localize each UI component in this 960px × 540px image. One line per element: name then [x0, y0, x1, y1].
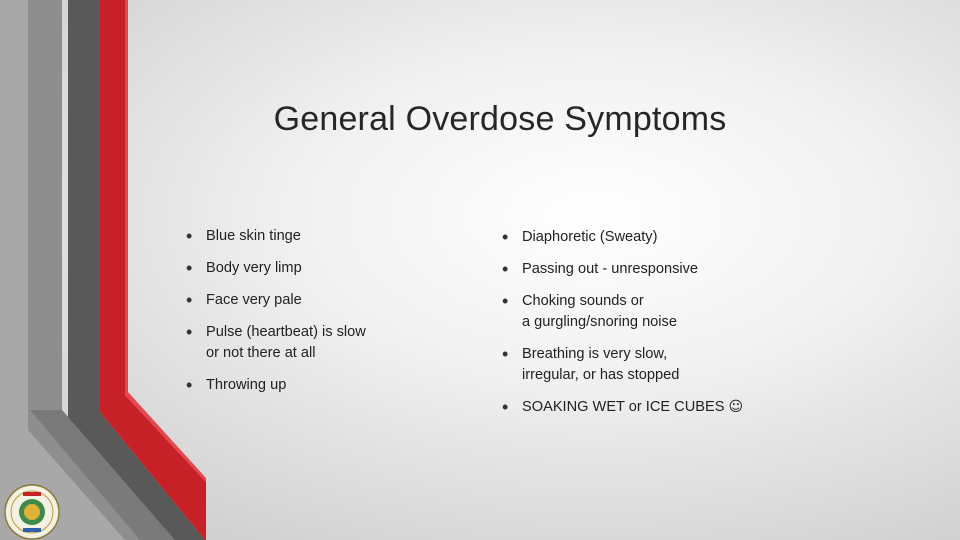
list-item-text: SOAKING WET or ICE CUBES: [522, 399, 725, 415]
list-item-text-line2: irregular, or has stopped: [522, 367, 680, 383]
bullet-icon: •: [502, 291, 509, 311]
list-item: [186, 375, 436, 396]
right-symptom-list: [502, 227, 762, 429]
list-item: [186, 322, 436, 364]
bullet-icon: •: [186, 258, 193, 278]
list-item-text: Passing out - unresponsive: [522, 261, 699, 277]
list-item: [502, 344, 762, 386]
left-symptom-list: [186, 226, 436, 407]
bullet-icon: •: [502, 227, 509, 247]
list-item: [502, 227, 762, 248]
list-item-text: Diaphoretic (Sweaty): [522, 229, 658, 245]
smiley-icon: ☺: [728, 399, 744, 415]
list-item: [186, 226, 436, 247]
bullet-icon: •: [502, 397, 509, 417]
bullet-icon: •: [186, 375, 193, 395]
list-item: [186, 258, 436, 279]
bullet-icon: •: [186, 290, 193, 310]
list-item: [502, 397, 762, 418]
slide-title: General Overdose Symptoms: [273, 100, 727, 138]
seal-logo: [4, 484, 60, 540]
list-item-text: Body very limp: [206, 260, 302, 276]
list-item-text-line2: or not there at all: [206, 345, 316, 361]
list-item-text: Throwing up: [206, 377, 287, 393]
list-item-text-line2: a gurgling/snoring noise: [522, 314, 677, 330]
list-item-text-line1: Breathing is very slow,: [522, 346, 668, 362]
list-item-text-line1: Choking sounds or: [522, 293, 644, 309]
bullet-icon: •: [186, 322, 193, 342]
list-item: [186, 290, 436, 311]
list-item-text: Blue skin tinge: [206, 228, 301, 244]
list-item-text: Face very pale: [206, 292, 302, 308]
list-item-text-line1: Pulse (heartbeat) is slow: [206, 324, 366, 340]
bullet-icon: •: [502, 344, 509, 364]
bullet-icon: •: [502, 259, 509, 279]
list-item: [502, 291, 762, 333]
bullet-icon: •: [186, 226, 193, 246]
list-item: [502, 259, 762, 280]
